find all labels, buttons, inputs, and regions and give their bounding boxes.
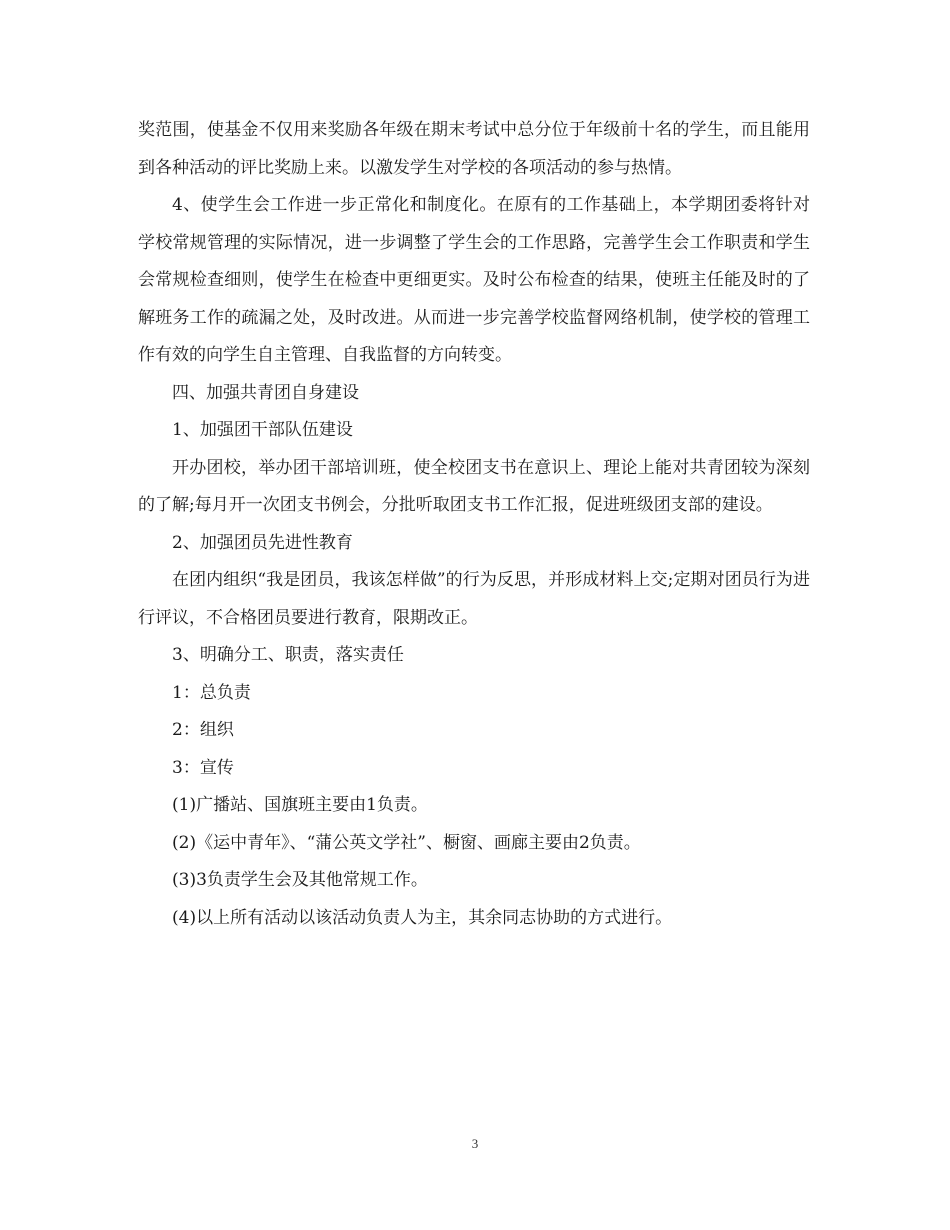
list-item-student-union: (3)3负责学生会及其他常规工作。 [172, 870, 428, 890]
list-item-cooperation: (4)以上所有活动以该活动负责人为主，其余同志协助的方式进行。 [172, 907, 673, 928]
section-heading-league-building: 四、加强共青团自身建设 [172, 382, 359, 403]
page-number: 3 [471, 1136, 479, 1151]
paragraph-student-union: 4、使学生会工作进一步正常化和制度化。在原有的工作基础上，本学期团委将针对学校常规管理的实际情况，进一步调整了学生会的工作思路，完善学生会工作职责和学生会常规检查细则，使学生在检查中更细更实。及时公布检查的结果，使班主任能及时的了解班务工作的疏漏之处，及时改进。从而进一步完善学校监督网络机制，使学校的管理工作有效的向学生自主管理、自我监督的方向转变。 [138, 195, 810, 365]
list-item-overall: 1：总负责 [172, 682, 251, 703]
document-body [138, 112, 810, 937]
subheading-responsibilities: 3、明确分工、职责，落实责任 [172, 645, 404, 665]
list-item-organization: 2：组织 [172, 720, 234, 740]
paragraph-league-school: 开办团校，举办团干部培训班，使全校团支书在意识上、理论上能对共青团较为深刻的了解;每月开一次团支书例会，分批听取团支书工作汇报，促进班级团支部的建设。 [138, 457, 810, 515]
subheading-member-education: 2、加强团员先进性教育 [172, 532, 353, 553]
list-item-publication: (2)《运中青年》、“蒲公英文学社”、橱窗、画廊主要由2负责。 [172, 832, 641, 853]
paragraph-scholarship-scope: 奖范围，使基金不仅用来奖励各年级在期末考试中总分位于年级前十名的学生，而且能用到各种活动的评比奖励上来。以激发学生对学校的各项活动的参与热情。 [138, 120, 810, 178]
subheading-cadre-team: 1、加强团干部队伍建设 [172, 420, 353, 440]
list-item-broadcast: (1)广播站、国旗班主要由1负责。 [172, 795, 428, 815]
list-item-publicity: 3：宣传 [172, 757, 234, 778]
paragraph-member-reflection: 在团内组织“我是团员，我该怎样做”的行为反思，并形成材料上交;定期对团员行为进行评议，不合格团员要进行教育，限期改正。 [138, 570, 810, 628]
